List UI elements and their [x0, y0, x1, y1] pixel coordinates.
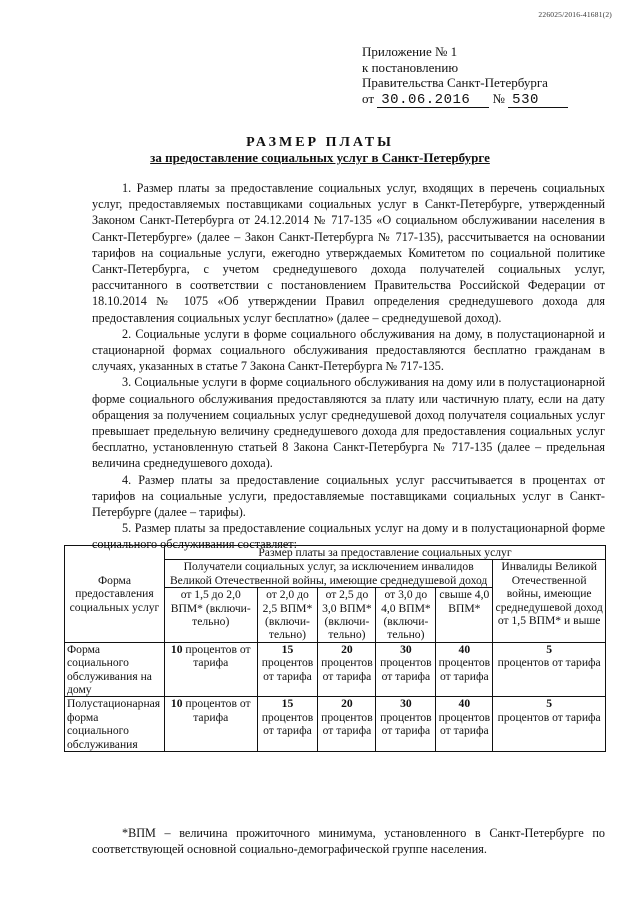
cell-percent: 30	[400, 642, 412, 656]
paragraph-5: 5. Размер платы за предоставление социальных услуг на дому и в полустационарной форме социального обслуживания составляет:	[92, 521, 605, 552]
header-col-1: от 1,5 до 2,0 ВПМ* (включи-тельно)	[164, 588, 257, 643]
header-recipients: Получатели социальных услуг, за исключением инвалидов Великой Отечественной войны, имеющие среднедушевой доход	[164, 560, 492, 588]
appendix-line-1: Приложение № 1	[362, 44, 458, 59]
cell-percent: 20	[341, 697, 353, 711]
cell-percent: 5	[546, 642, 553, 656]
from-label: от	[362, 90, 375, 106]
cell-percent: 30	[400, 697, 412, 711]
number-label: №	[492, 90, 505, 106]
cell-unit: процентов от тарифа	[380, 710, 432, 738]
cell-value	[436, 697, 493, 752]
header-invalids: Инвалиды Великой Отечественной войны, имеющие среднедушевой доход от 1,5 ВПМ* и выше	[493, 560, 606, 642]
paragraph-3: 3. Социальные услуги в форме социального обслуживания на дому или в полустационарной форме социального обслуживания предоставляются за плату или частичную плату, если на дату обращения за получением социальных услуг среднедушевой доход получателя социальных услуг превышает предельную величину среднедушевого дохода для предоставления социальных услуг бесплатно, установленную статьей 8 Закона Санкт-Петербурга № 717-135 (далее – предельная величина среднедушевого дохода).	[92, 375, 605, 471]
document-subtitle: за предоставление социальных услуг в Санкт-Петербурге	[150, 150, 490, 165]
paragraph-1: 1. Размер платы за предоставление социальных услуг, входящих в перечень социальных услуг, предоставляемых поставщиками социальных услуг в Санкт-Петербурге, утвержденный Законом Санкт-Петербурга от 24.12.2014 № 717-135 «О социальном обслуживании населения в Санкт-Петербурге» (далее – Закон Санкт-Петербурга № 717-135), рассчитывается на основании тарифов на социальные услуги, ежегодно утверждаемых Комитетом по социальной политике Санкт-Петербурга, с учетом среднедушевого дохода получателей социальных услуг, рассчитанного в соответствии с постановлением Правительства Российской Федерации от 18.10.2014 № 1075 «Об утверждении Правил определения среднедушевого дохода для предоставления социальных услуг бесплатно» (далее – среднедушевой доход).	[92, 181, 605, 325]
appendix-line-3: Правительства Санкт-Петербурга	[362, 75, 548, 90]
cell-unit: процентов от тарифа	[497, 656, 601, 670]
cell-value	[257, 697, 318, 752]
header-fee-size: Размер платы за предоставление социальных услуг	[164, 546, 605, 560]
cell-value	[257, 642, 318, 697]
date-field	[377, 92, 489, 108]
cell-value	[493, 642, 606, 697]
paragraph-2: 2. Социальные услуги в форме социального обслуживания на дому, в полустационарной и стационарной формах социального обслуживания предоставляются бесплатно гражданам в случаях, указанных в статье 7 Закона Санкт-Петербурга № 717-135.	[92, 326, 605, 374]
cell-unit: процентов от тарифа	[261, 656, 314, 683]
document-number: 226025/2016-41681(2)	[538, 10, 612, 19]
header-col-5: свыше 4,0 ВПМ*	[436, 588, 493, 643]
document-body	[92, 180, 605, 553]
cell-unit: процентов от тарифа	[438, 656, 491, 683]
cell-unit: процентов от тарифа	[321, 656, 373, 683]
fee-table	[64, 545, 606, 752]
cell-value	[493, 697, 606, 752]
cell-percent: 10	[170, 642, 183, 656]
cell-value	[376, 642, 436, 697]
header-col-2: от 2,0 до 2,5 ВПМ* (включи-тельно)	[257, 588, 318, 643]
cell-unit: процентов от тарифа	[185, 697, 251, 724]
document-title: РАЗМЕР ПЛАТЫ	[246, 135, 394, 150]
header-col-3: от 2,5 до 3,0 ВПМ* (включи-тельно)	[318, 588, 376, 643]
cell-unit: процентов от тарифа	[380, 656, 432, 683]
cell-value	[164, 697, 257, 752]
number-stamp: 530	[512, 91, 539, 108]
cell-percent: 20	[341, 642, 353, 656]
table-row	[65, 642, 606, 697]
header-form: Форма предоставления социальных услуг	[65, 546, 165, 643]
date-stamp: 30.06.2016	[381, 91, 471, 108]
cell-value	[376, 697, 436, 752]
cell-value	[318, 697, 376, 752]
number-field	[508, 92, 568, 108]
cell-unit: процентов от тарифа	[438, 710, 491, 738]
appendix-date-row	[362, 91, 568, 108]
appendix-block	[362, 44, 568, 108]
cell-value	[436, 642, 493, 697]
cell-percent: 15	[281, 697, 294, 711]
cell-percent: 40	[458, 697, 471, 711]
cell-unit: процентов от тарифа	[497, 710, 601, 724]
cell-unit: процентов от тарифа	[321, 710, 373, 738]
paragraph-4: 4. Размер платы за предоставление социальных услуг рассчитывается в процентах от тарифов на социальные услуги, предоставляемые поставщиками социальных услуг в Санкт-Петербурге (далее – тарифы).	[92, 472, 605, 520]
table-row	[65, 697, 606, 752]
appendix-line-2: к постановлению	[362, 59, 459, 75]
cell-unit: процентов от тарифа	[261, 710, 314, 738]
table-header-row-1	[65, 546, 606, 560]
cell-percent: 15	[281, 642, 294, 656]
cell-value	[318, 642, 376, 697]
row-form-home: Форма социального обслуживания на дому	[65, 642, 165, 697]
cell-percent: 40	[458, 642, 471, 656]
cell-unit: процентов от тарифа	[185, 642, 251, 670]
cell-value	[164, 642, 257, 697]
header-col-4: от 3,0 до 4,0 ВПМ* (включи-тельно)	[376, 588, 436, 643]
footnote: *ВПМ – величина прожиточного минимума, установленного в Санкт-Петербурге по соответствующей основной социально-демографической группе населения.	[92, 826, 605, 856]
row-form-semistationary: Полустационарная форма социального обслуживания	[65, 697, 165, 752]
cell-percent: 5	[546, 697, 553, 711]
cell-percent: 10	[170, 697, 183, 711]
